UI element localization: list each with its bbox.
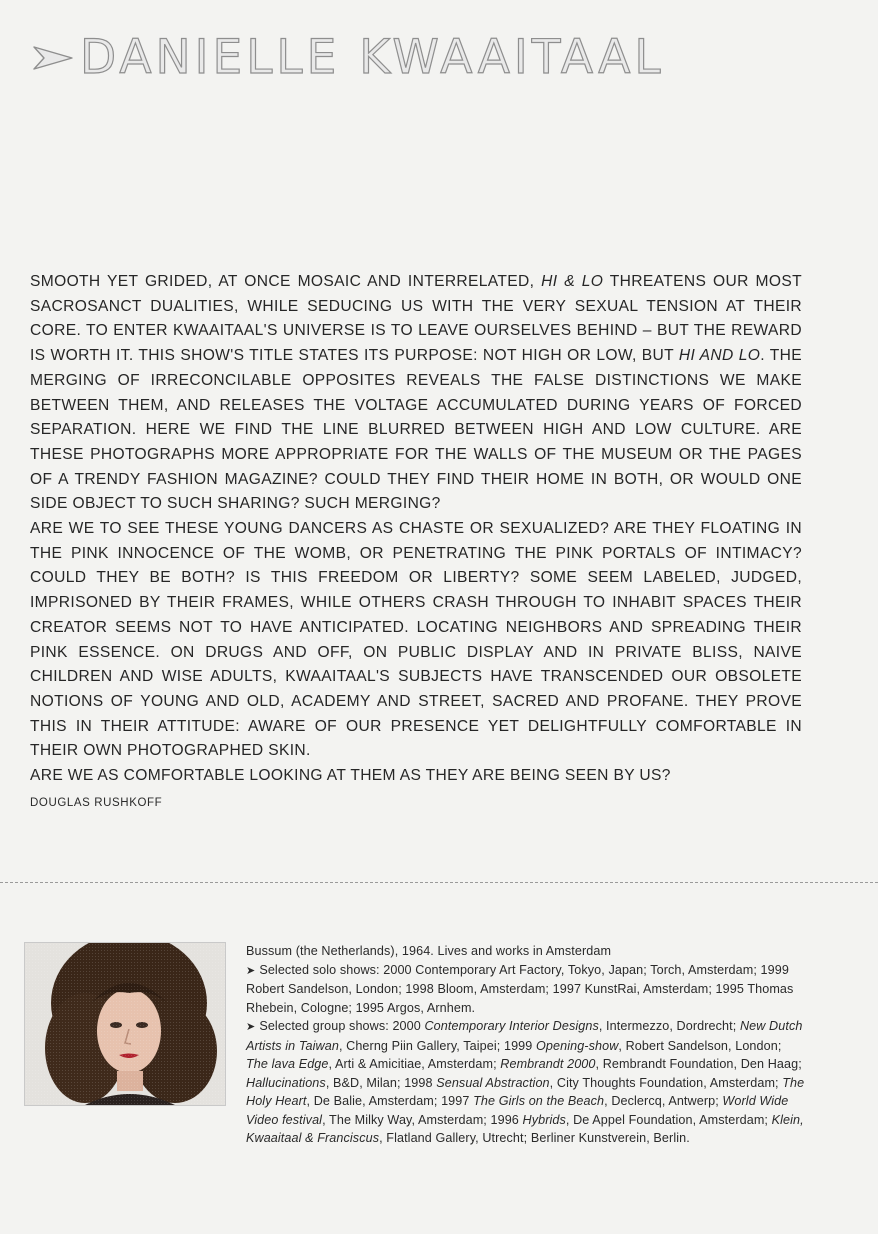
essay-paragraph	[30, 517, 802, 764]
italic-title: World Wide Video festival	[246, 1094, 789, 1127]
page-title: DANIELLE KWAAITAAL	[80, 30, 665, 85]
section-divider	[0, 882, 878, 883]
text-run: , Flatland Gallery, Utrecht; Berliner Kunstverein, Berlin.	[379, 1131, 690, 1145]
essay-paragraph	[30, 764, 802, 789]
italic-title: Rembrandt 2000	[500, 1057, 596, 1071]
text-run: ARE WE TO SEE THESE YOUNG DANCERS AS CHASTE OR SEXUALIZED? ARE THEY FLOATING IN THE PINK INNOCENCE OF THE WOMB, OR PENETRATING THE PINK PORTALS OF INTIMACY? COULD THEY BE BOTH? IS THIS FREEDOM OR LIBERTY? SOME SEEM LABELED, JUDGED, IMPRISONED BY THEIR FRAMES, WHILE OTHERS CRASH THROUGH TO INHABIT SPACES THEIR CREATOR SEEMS NOT TO HAVE ANTICIPATED. LOCATING NEIGHBORS AND SPREADING THEIR PINK ESSENCE. ON DRUGS AND OFF, ON PUBLIC DISPLAY AND IN PRIVATE BLISS, NAIVE CHILDREN AND WISE ADULTS, KWAAITAAL'S SUBJECTS HAVE TRANSCENDED OUR OBSOLETE NOTIONS OF YOUNG AND OLD, ACADEMY AND STREET, SACRED AND PROFANE. THEY PROVE THIS IN THEIR ATTITUDE: AWARE OF OUR PRESENCE YET DELIGHTFULLY COMFORTABLE IN THEIR OWN PHOTOGRAPHED SKIN.	[30, 520, 802, 760]
text-run: Selected solo shows: 2000 Contemporary Art Factory, Tokyo, Japan; Torch, Amsterdam; 1999 Robert Sandelson, London; 1998 Bloom, Amsterdam; 1997 KunstRai, Amsterdam; 1995 Thomas Rhebein, Cologne; 1995 Argos, Arnhem.	[246, 962, 794, 1015]
italic-title: The Girls on the Beach	[473, 1094, 605, 1108]
bio-origin	[246, 942, 806, 961]
bio-solo-text	[246, 963, 793, 1015]
arrowhead-icon: ➤	[246, 964, 256, 977]
text-run: . THE MERGING OF IRRECONCILABLE OPPOSITES REVEALS THE FALSE DISTINCTIONS WE MAKE BETWEEN THEM, AND RELEASES THE VOLTAGE ACCUMULATED DURING YEARS OF FORCED SEPARATION. HERE WE FIND THE LINE BLURRED BETWEEN HIGH AND LOW CULTURE. ARE THESE PHOTOGRAPHS MORE APPROPRIATE FOR THE WALLS OF THE MUSEUM OR THE PAGES OF A TRENDY FASHION MAGAZINE? COULD THEY FIND THEIR HOME IN BOTH, OR WOULD ONE SIDE OBJECT TO SUCH SHARING? SUCH MERGING?	[30, 347, 802, 513]
italic-title: Contemporary Interior Designs	[424, 1019, 599, 1033]
essay-author: DOUGLAS RUSHKOFF	[30, 797, 163, 809]
bio-group-shows	[246, 1017, 806, 1148]
italic-title: Sensual Abstraction	[436, 1075, 550, 1090]
text-run: , Cherng Piin Gallery, Taipei; 1999	[338, 1038, 536, 1053]
italic-title: HI AND LO	[678, 347, 761, 365]
text-run: THREATENS OUR MOST SACROSANCT DUALITIES, WHILE SEDUCING US WITH THE VERY SEXUAL TENSION AT THEIR CORE. TO ENTER KWAAITAAL'S UNIVERSE IS TO LEAVE OURSELVES BEHIND – BUT THE REWARD IS WORTH IT. THIS SHOW'S TITLE STATES ITS PURPOSE: NOT HIGH OR LOW, BUT	[30, 273, 802, 365]
page-title-block	[32, 30, 665, 85]
text-run: ARE WE AS COMFORTABLE LOOKING AT THEM AS THEY ARE BEING SEEN BY US?	[30, 767, 671, 785]
text-run: Selected group shows: 2000	[259, 1019, 425, 1033]
text-run: SMOOTH YET GRIDED, AT ONCE MOSAIC AND INTERRELATED,	[30, 273, 542, 290]
italic-title: The lava Edge	[246, 1057, 329, 1071]
text-run: , Intermezzo, Dordrecht;	[598, 1019, 740, 1033]
essay-paragraph	[30, 270, 802, 517]
italic-title: HI & LO	[541, 273, 604, 290]
artist-portrait	[24, 942, 226, 1106]
text-run: , Robert Sandelson, London;	[618, 1038, 782, 1053]
arrowhead-icon: ➤	[246, 1021, 256, 1033]
bio-group-text	[246, 1019, 804, 1145]
artist-bio	[246, 942, 806, 1148]
text-run: Bussum (the Netherlands), 1964. Lives and works in Amsterdam	[246, 944, 612, 958]
essay	[30, 270, 802, 789]
italic-title: Hallucinations	[246, 1075, 326, 1090]
text-run: , De Balie, Amsterdam; 1997	[306, 1094, 474, 1108]
text-run: , City Thoughts Foundation, Amsterdam;	[549, 1075, 783, 1090]
italic-title: Opening-show	[535, 1038, 619, 1053]
arrowhead-icon	[32, 44, 74, 72]
italic-title: Hybrids	[522, 1112, 566, 1127]
bio-solo-shows	[246, 961, 806, 1018]
text-run: , B&D, Milan; 1998	[325, 1075, 437, 1090]
text-run: , Rembrandt Foundation, Den Haag;	[595, 1057, 802, 1071]
text-run: , Arti & Amicitiae, Amsterdam;	[328, 1057, 501, 1071]
text-run: , The Milky Way, Amsterdam; 1996	[322, 1112, 523, 1127]
italic-title: Klein, Kwaaitaal & Franciscus	[246, 1112, 804, 1145]
italic-title: The Holy Heart	[246, 1075, 805, 1108]
text-run: , De Appel Foundation, Amsterdam;	[565, 1112, 772, 1127]
text-run: , Declercq, Antwerp;	[604, 1094, 723, 1108]
italic-title: New Dutch Artists in Taiwan	[246, 1019, 803, 1053]
